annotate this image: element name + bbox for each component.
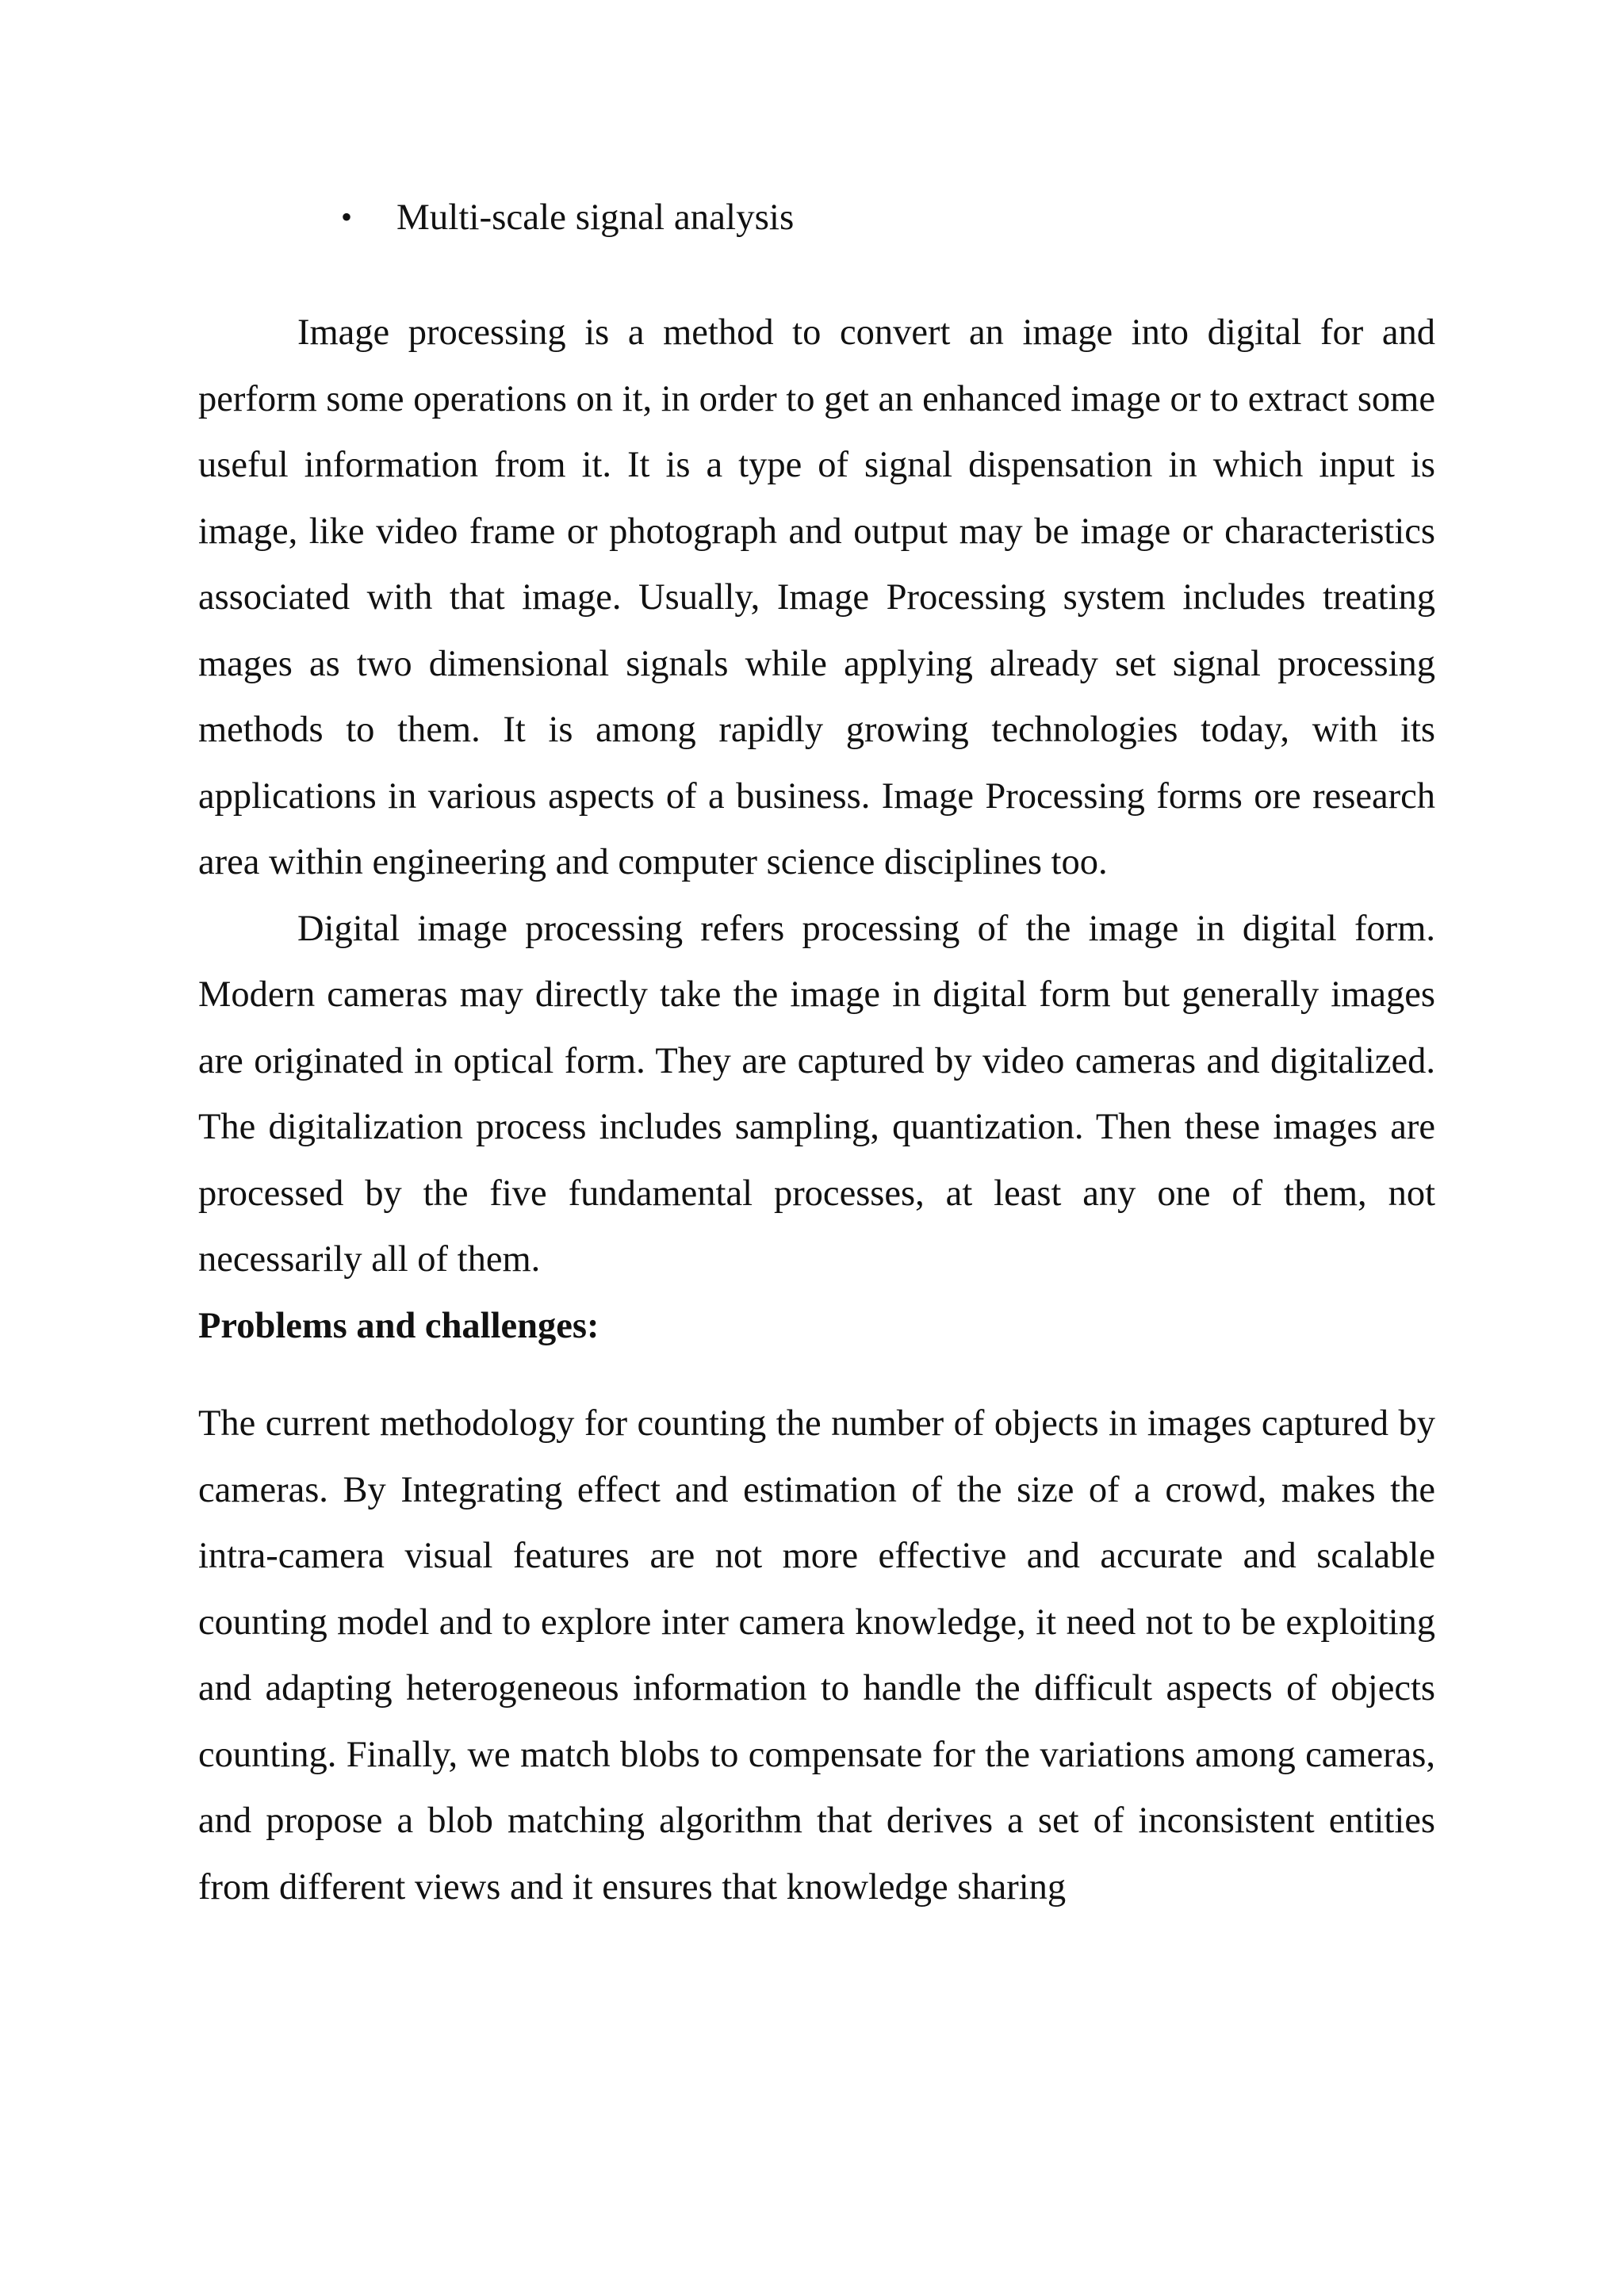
- spacer: [198, 1359, 1435, 1391]
- paragraph-problems: The current methodology for counting the number of objects in images captured by cameras. By Integrating effect and estimation of the size of a crowd, makes the intra-camera visual features are not more effective and accurate and scalable counting model and to explore inter camera knowledge, it need not to be exploiting and adapting heterogeneous information to handle the difficult aspects of objects counting. Finally, we match blobs to compensate for the variations among cameras, and propose a blob matching algorithm that derives a set of inconsistent entities from different views and it ensures that knowledge sharing: [198, 1403, 1435, 1908]
- bullet-dot-icon: •: [341, 199, 353, 235]
- section-heading: Problems and challenges:: [198, 1305, 599, 1346]
- bullet-item: [198, 184, 1435, 251]
- paragraph-digital-image-processing: Digital image processing refers processing of the image in digital form. Modern cameras may directly take the image in digital form but generally images are originated in optical form. They are captured by video cameras and digitalized. The digitalization process includes sampling, quantization. Then these images are processed by the five fundamental processes, at least any one of them, not necessarily all of them.: [198, 908, 1435, 1280]
- spacer: [198, 251, 1435, 300]
- page-content: [198, 184, 1435, 1920]
- paragraph-image-processing: Image processing is a method to convert an image into digital for and perform some operations on it, in order to get an enhanced image or to extract some useful information from it. It is a type of signal dispensation in which input is image, like video frame or photograph and output may be image or characteristics associated with that image. Usually, Image Processing system includes treating mages as two dimensional signals while applying already set signal processing methods to them. It is among rapidly growing technologies today, with its applications in various aspects of a business. Image Processing forms ore research area within engineering and computer science disciplines too.: [198, 312, 1435, 882]
- bullet-text: Multi-scale signal analysis: [396, 197, 795, 238]
